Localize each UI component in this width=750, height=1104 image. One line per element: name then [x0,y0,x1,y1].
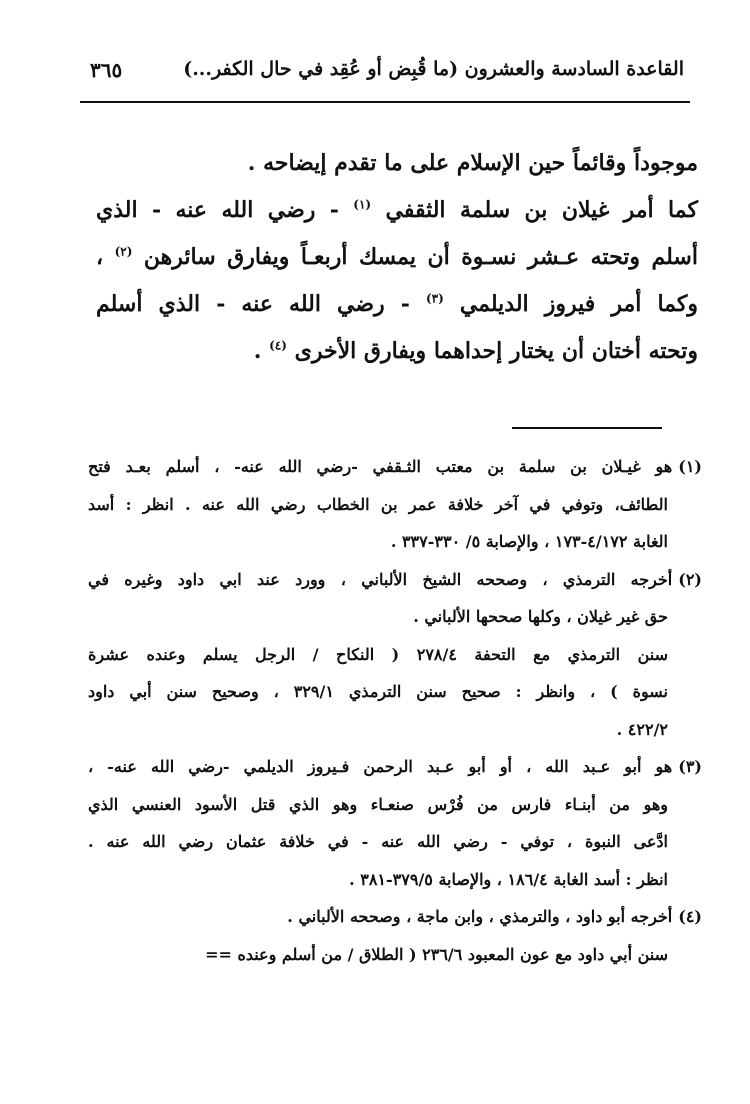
main-text [96,140,698,375]
running-header [84,52,684,98]
footnotes [88,448,702,973]
page-number: ٣٦٥ [90,58,123,82]
footnote-1: (١)هو غيـلان بن سلمة بن معتب الثـقفي -رضي الله عنه- ، أسلم بعـد فتح الطائف، وتوفي في آخر خلافة عمر بن الخطاب رضي الله عنه . انظر : أسد الغابة ٤/١٧٢-١٧٣ ، والإصابة ٥/ ٣٣٠-٣٣٧ . [88,457,702,551]
footnote-ref-3[interactable]: (٣) [425,291,444,306]
footnote-marker-2: (٢) [678,569,702,589]
footnote-ref-2[interactable]: (٢) [114,244,133,259]
footnote-ref-1[interactable]: (١) [353,197,372,212]
header-title: القاعدة السادسة والعشرون (ما قُبِض أو عُقِد في حال الكفر...) [183,58,684,80]
footnote-marker-1: (١) [678,457,702,476]
footnote-2: (٢)أخرجه الترمذي ، وصححه الشيخ الألباني ، وورد عند ابي داود وغيره في حق غير غيلان ، وكلها صححها الألباني . سنن الترمذي مع التحفة ٢٧٨/٤ ( النكاح / الرجل يسلم وعنده عشرة نسوة ) ، وانظر : صحيح سنن الترمذي ٣٢٩/١ ، وصحيح سنن أبي داود ٤٢٢/٢ . [88,569,702,739]
footnote-ref-4[interactable]: (٤) [269,338,287,353]
body-line-5: وتحته أختان أن يختار إحداهما ويفارق الأخرى $^{(٤)}$ . [253,338,698,364]
footnote-3: (٣)هو أبو عـبد الله ، أو أبو عـبد الرحمن فـيروز الديلمي -رضي الله عنه- ، وهو من أبنـاء فارس من فُرْس صنعـاء وهو الذي قتل الأسود العنسي الذي ادَّعى النبوة ، توفي - رضي الله عنه - في خلافة عثمان رضي الله عنه . انظر : أسد الغابة ١٨٦/٤ ، والإصابة ٣٧٩/٥-٣٨١ . [88,757,702,889]
body-line-2: كما أمر غيلان بن سلمة الثقفي $^{(١)}$ - رضي الله عنه - الذي [96,197,698,223]
footnote-marker-4: (٤) [678,907,702,926]
footnote-4: (٤)أخرجه أبو داود ، والترمذي ، وابن ماجة ، وصححه الألباني . سنن أبي داود مع عون المعبود ٢٣٦/٦ ( الطلاق / من أسلم وعنده == [205,907,702,964]
footnote-separator [512,427,662,429]
body-line-1: موجوداً وقائماً حين الإسلام على ما تقدم إيضاحه . [247,150,698,176]
body-line-4: وكما أمر فيروز الديلمي $^{(٣)}$ - رضي الله عنه - الذي أسلم [96,291,698,317]
body-line-3: أسلم وتحته عـشر نسـوة أن يمسك أربعـاً ويفارق سائرهن $^{(٢)}$ ، [96,244,698,270]
header-rule [80,101,690,103]
footnote-marker-3: (٣) [678,757,702,776]
